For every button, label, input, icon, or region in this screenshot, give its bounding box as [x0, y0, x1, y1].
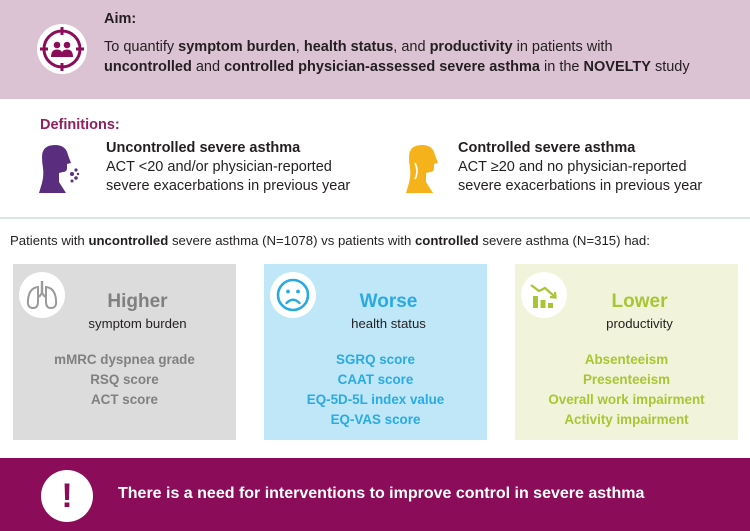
- uncontrolled-title: Uncontrolled severe asthma: [106, 140, 301, 156]
- text-run: Patients with: [10, 233, 89, 248]
- aim-heading: Aim:: [104, 11, 137, 27]
- symptom-burden-panel: [13, 264, 236, 440]
- productivity-measures-list: [515, 350, 738, 430]
- list-item: Presenteeism: [582, 372, 671, 387]
- coughing-head-icon: [36, 143, 80, 195]
- list-item: RSQ score: [90, 372, 159, 387]
- text-run: and: [191, 59, 225, 75]
- health-status-panel: [264, 264, 487, 440]
- controlled-definition: [458, 139, 743, 196]
- emphasis-text: NOVELTY: [583, 59, 651, 75]
- healthy-head-icon: [403, 143, 447, 195]
- emphasis-text: uncontrolled: [88, 233, 169, 248]
- list-item: EQ-VAS score: [330, 412, 421, 427]
- text-run: in patients with: [512, 39, 613, 55]
- list-item: Overall work impairment: [548, 392, 705, 407]
- health-panel-subheading: health status: [351, 316, 426, 331]
- aim-line-1: [104, 37, 744, 57]
- symptom-panel-subheading: symptom burden: [88, 316, 187, 331]
- target-people-icon: [37, 24, 87, 74]
- text-run: , and: [393, 39, 430, 55]
- emphasis-text: productivity: [429, 39, 513, 55]
- controlled-criteria-line-1: ACT ≥20 and no physician-reported: [458, 159, 687, 175]
- list-item: mMRC dyspnea grade: [54, 352, 195, 367]
- aim-text: [104, 37, 744, 77]
- text-run: severe asthma (N=315) had:: [478, 233, 650, 248]
- controlled-criteria-line-2: severe exacerbations in previous year: [458, 178, 703, 194]
- uncontrolled-criteria-line-2: severe exacerbations in previous year: [106, 178, 351, 194]
- emphasis-text: health status: [303, 39, 394, 55]
- text-run: ,: [295, 39, 304, 55]
- list-item: Activity impairment: [564, 412, 689, 427]
- controlled-title: Controlled severe asthma: [458, 140, 636, 156]
- text-run: To quantify: [104, 39, 179, 55]
- section-divider: [0, 217, 750, 219]
- list-item: CAAT score: [337, 372, 414, 387]
- list-item: EQ-5D-5L index value: [306, 392, 445, 407]
- health-measures-list: [264, 350, 487, 430]
- aim-section: [0, 0, 750, 99]
- list-item: SGRQ score: [336, 352, 415, 367]
- health-panel-heading: Worse: [359, 291, 418, 312]
- conclusion-banner: [0, 458, 750, 531]
- uncontrolled-definition: [106, 139, 386, 196]
- comparison-statement: [10, 233, 650, 248]
- symptom-panel-heading: Higher: [107, 291, 168, 312]
- definitions-title: Definitions:: [40, 117, 120, 133]
- productivity-panel-subheading: productivity: [606, 316, 673, 331]
- emphasis-text: uncontrolled: [104, 59, 192, 75]
- emphasis-text: controlled physician-assessed severe asthma: [224, 59, 540, 75]
- exclamation-icon: !: [41, 470, 93, 522]
- text-run: study: [650, 59, 690, 75]
- list-item: ACT score: [91, 392, 158, 407]
- productivity-panel: [515, 264, 738, 440]
- aim-line-2: [104, 57, 744, 77]
- emphasis-text: controlled: [414, 233, 479, 248]
- emphasis-text: symptom burden: [178, 39, 296, 55]
- list-item: Absenteeism: [584, 352, 669, 367]
- text-run: severe asthma (N=1078) vs patients with: [168, 233, 415, 248]
- productivity-panel-heading: Lower: [611, 291, 668, 312]
- text-run: in the: [540, 59, 584, 75]
- conclusion-text: There is a need for interventions to improve control in severe asthma: [118, 485, 645, 502]
- symptom-measures-list: [13, 350, 236, 410]
- uncontrolled-criteria-line-1: ACT <20 and/or physician-reported: [106, 159, 332, 175]
